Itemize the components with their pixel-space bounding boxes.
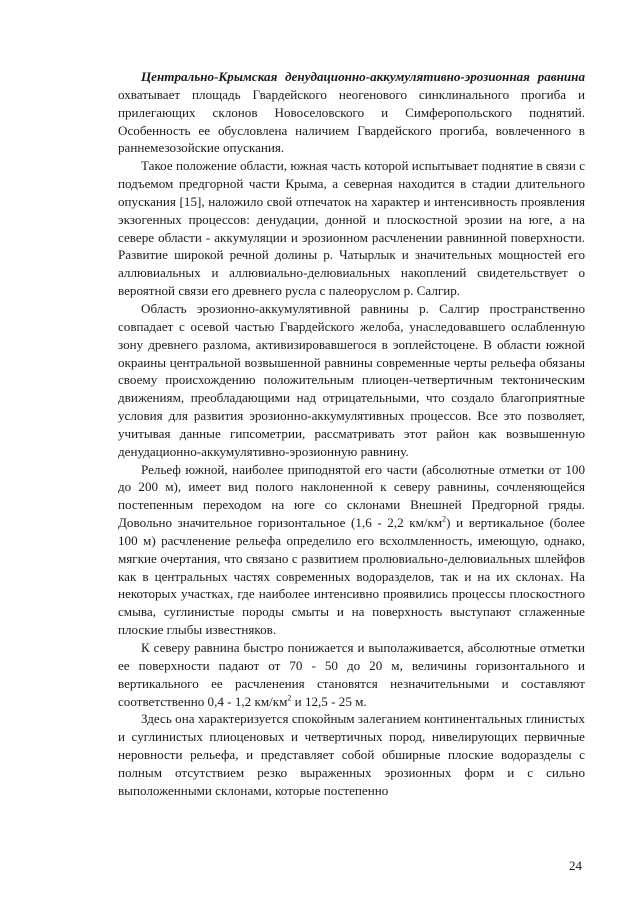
paragraph-4-text-b: ) и вертикальное (более 100 м) расчленение рельефа определило его всхолмленность, имеющую, однако, мягкие очертания, что связано с развитием пролювиально-делювиальных шлейфов как в центральных частях современных водоразделов, так и на их склонах. На некоторых участках, где наиболее интенсивно проявились процессы плоскостного смыва, суглинистые породы смыты и на поверхность выступают сглаженные плоские глыбы известняков. (118, 515, 585, 638)
paragraph-1 (118, 68, 585, 157)
superscript: 2 (442, 514, 447, 524)
paragraph-1-text: охватывает площадь Гвардейского неогенового синклинального прогиба и прилегающих склонов Новоселовского и Симферопольского поднятий. Особенность ее обусловлена наличием Гвардейского прогиба, вовлеченного в раннемезозойские опускания. (118, 86, 585, 156)
paragraph-4-text-a: Рельеф южной, наиболее приподнятой его части (абсолютные отметки от 100 до 200 м), имеет вид полого наклоненной к северу равнины, сочленяющейся постепенным переходом на юге со склонами Внешней Предгорной гряды. Довольно значительное горизонтальное (1,6 - 2,2 км/км (118, 461, 585, 531)
body-text (118, 68, 585, 800)
paragraph-5-text-b: и 12,5 - 25 м. (291, 693, 367, 709)
paragraph-3: Область эрозионно-аккумулятивной равнины р. Салгир пространственно совпадает с осевой частью Гвардейского желоба, унаследовавшего ослабленную зону древнего разлома, активизировавшегося в эоплейстоцене. В области южной окраины центральной возвышенной равнины современные черты рельефа обязаны своему происхождению положительным плиоцен-четвертичным тектоническим движениям, преобладающими над отрицательными, что создало благоприятные условия для развития эрозионно-аккумулятивных процессов. Все это позволяет, учитывая данные гипсометрии, рассматривать этот район как возвышенную денудационно-аккумулятивно-эрозионную равнину. (118, 300, 585, 459)
superscript: 2 (287, 693, 292, 703)
paragraph-6: Здесь она характеризуется спокойным залеганием континентальных глинистых и суглинистых плиоценовых и четвертичных пород, нивелирующих первичные неровности рельефа, и представляет собой обширные плоские водоразделы с полным отсутствием резко выраженных эрозионных форм и с сильно выположенными склонами, которые постепенно (118, 711, 585, 798)
paragraph-5-text-a: К северу равнина быстро понижается и выполаживается, абсолютные отметки ее поверхности падают от 70 - 50 до 20 м, величины горизонтального и вертикального ее расчленения становятся незначительными и составляют соответственно 0,4 - 1,2 км/км (118, 640, 585, 709)
page-number: 24 (569, 858, 582, 873)
paragraph-4 (118, 461, 585, 639)
paragraph-2: Такое положение области, южная часть которой испытывает поднятие в связи с подъемом предгорной части Крыма, а северная находится в стадии длительного опускания [15], наложило свой отпечаток на характер и интенсивность проявления экзогенных процессов: денудации, донной и плоскостной эрозии на юге, а на севере области - аккумуляции и эрозионном расчленении равнинной поверхности. Развитие широкой речной долины р. Чатырлык и значительных мощностей его аллювиальных и аллювиально-делювиальных накоплений свидетельствует о вероятной связи его древнего русла с палеоруслом р. Салгир. (118, 158, 585, 299)
section-heading: Центрально-Крымская денудационно-аккумулятивно-эрозионная равнина (141, 69, 585, 84)
paragraph-5 (118, 639, 585, 710)
